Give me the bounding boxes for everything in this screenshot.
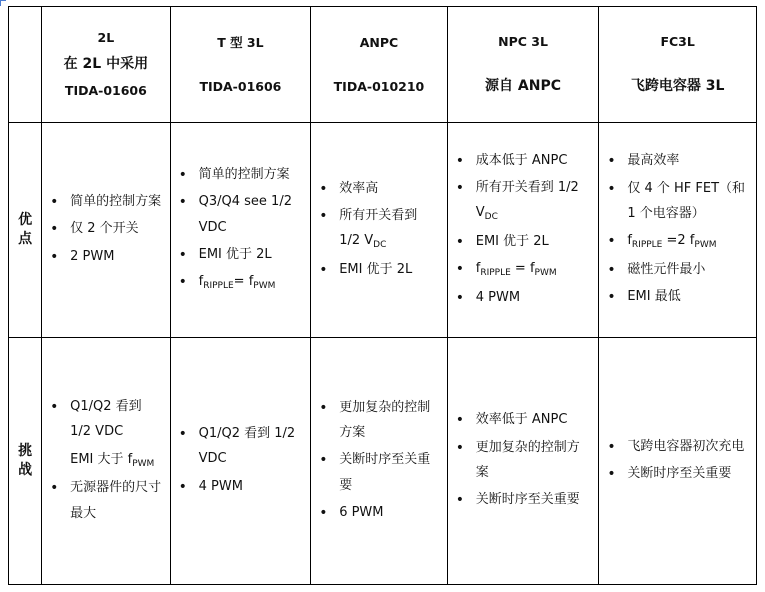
list-item: • EMI 优于 2L xyxy=(339,257,441,282)
cons-label: 挑 战 xyxy=(9,338,42,585)
list-item-text: PWM xyxy=(132,458,155,469)
cons-row xyxy=(9,338,757,585)
pros-2l xyxy=(42,123,171,338)
header-anpc xyxy=(311,7,448,123)
list-item: • 磁性元件最小 xyxy=(627,257,750,282)
list-item xyxy=(476,175,593,227)
cons-t-type xyxy=(170,338,311,585)
list-item-text: =2 f xyxy=(662,233,695,249)
pros-anpc xyxy=(311,123,448,338)
list-item: • 最高效率 xyxy=(627,148,750,173)
list-item-text: f xyxy=(198,274,204,290)
header-t-type-title: T 型 3L xyxy=(217,34,264,50)
list-item: • 关断时序至关重要 xyxy=(627,461,750,486)
list-item: • 4 PWM xyxy=(476,285,593,310)
cons-2l xyxy=(42,338,171,585)
list-item: • 成本低于 ANPC xyxy=(476,148,593,173)
header-2l-title: 2L xyxy=(97,30,115,46)
list-item: • EMI 最低 xyxy=(627,284,750,309)
header-2l-subtitle: 在 2L 中采用 xyxy=(63,55,149,72)
list-item-text: DC xyxy=(373,240,387,251)
header-anpc-title: ANPC xyxy=(359,34,399,50)
list-item: • Q3/Q4 see 1/2 VDC xyxy=(199,189,305,240)
list-item: • 效率高 xyxy=(339,176,441,201)
list-item: • 更加复杂的控制方案 xyxy=(476,435,593,486)
header-row xyxy=(9,7,757,123)
list-item xyxy=(199,269,305,296)
header-npc-subtitle: 源自 ANPC xyxy=(485,77,562,94)
header-fc3l-subtitle: 飞跨电容器 3L xyxy=(630,77,725,94)
list-item: • 飞跨电容器初次充电 xyxy=(627,434,750,459)
list-item-text: PWM xyxy=(694,240,717,251)
pros-row xyxy=(9,123,757,338)
list-item: • 简单的控制方案 xyxy=(199,162,305,187)
list-item-text: = f xyxy=(233,274,254,290)
list-item: • EMI 优于 2L xyxy=(476,229,593,254)
list-item xyxy=(476,256,593,283)
list-item-text: RIPPLE xyxy=(631,240,663,251)
pros-fc3l xyxy=(599,123,757,338)
list-item: • 无源器件的尺寸最大 xyxy=(70,475,164,526)
list-item: • EMI 优于 2L xyxy=(199,242,305,267)
cons-npc xyxy=(447,338,599,585)
header-fc3l-title: FC3L xyxy=(660,33,695,49)
cons-fc3l xyxy=(599,338,757,585)
list-item-text: EMI 大于 f xyxy=(70,451,133,467)
list-item: • 6 PWM xyxy=(339,500,441,525)
window-corner-marker xyxy=(0,0,6,6)
list-item: • 关断时序至关重要 xyxy=(476,487,593,512)
cons-anpc xyxy=(311,338,448,585)
list-item xyxy=(339,203,441,255)
topology-comparison-table xyxy=(8,6,757,585)
list-item: • 关断时序至关重要 xyxy=(339,447,441,498)
list-item xyxy=(70,447,164,474)
list-item-text: f xyxy=(627,233,632,249)
list-item: • 简单的控制方案 xyxy=(70,189,164,214)
header-corner-cell xyxy=(9,7,42,123)
list-item-text: PWM xyxy=(534,268,557,279)
list-item xyxy=(627,228,750,255)
list-item: • Q1/Q2 看到 1/2 VDC xyxy=(70,394,164,445)
list-item: • 仅 2 个开关 xyxy=(70,216,164,241)
list-item: • Q1/Q2 看到 1/2 VDC xyxy=(199,421,305,472)
header-anpc-design: TIDA-010210 xyxy=(333,78,425,94)
list-item-text: = f xyxy=(510,261,535,277)
list-item-text: RIPPLE xyxy=(203,281,234,292)
header-t-type-3l xyxy=(170,7,311,123)
header-fc3l xyxy=(599,7,757,123)
pros-label: 优 点 xyxy=(9,123,42,338)
list-item-text: PWM xyxy=(253,281,276,292)
pros-t-type xyxy=(170,123,311,338)
pros-npc xyxy=(447,123,599,338)
list-item-text: 所有开关看到 1/2 V xyxy=(339,208,418,249)
list-item: • 2 PWM xyxy=(70,244,164,269)
header-2l-design: TIDA-01606 xyxy=(64,83,147,99)
header-2l xyxy=(42,7,171,123)
list-item: • 效率低于 ANPC xyxy=(476,407,593,432)
list-item: • 仅 4 个 HF FET（和 1 个电容器） xyxy=(627,176,750,227)
list-item-text: 所有开关看到 1/2 V xyxy=(475,180,579,221)
list-item: • 更加复杂的控制方案 xyxy=(339,395,441,446)
list-item: • 4 PWM xyxy=(199,474,305,499)
list-item-text: DC xyxy=(484,212,498,223)
list-item-text: RIPPLE xyxy=(480,268,511,279)
header-npc-3l xyxy=(447,7,599,123)
header-npc-title: NPC 3L xyxy=(498,33,548,49)
list-item-text: f xyxy=(475,261,481,277)
header-t-type-design: TIDA-01606 xyxy=(199,78,282,94)
